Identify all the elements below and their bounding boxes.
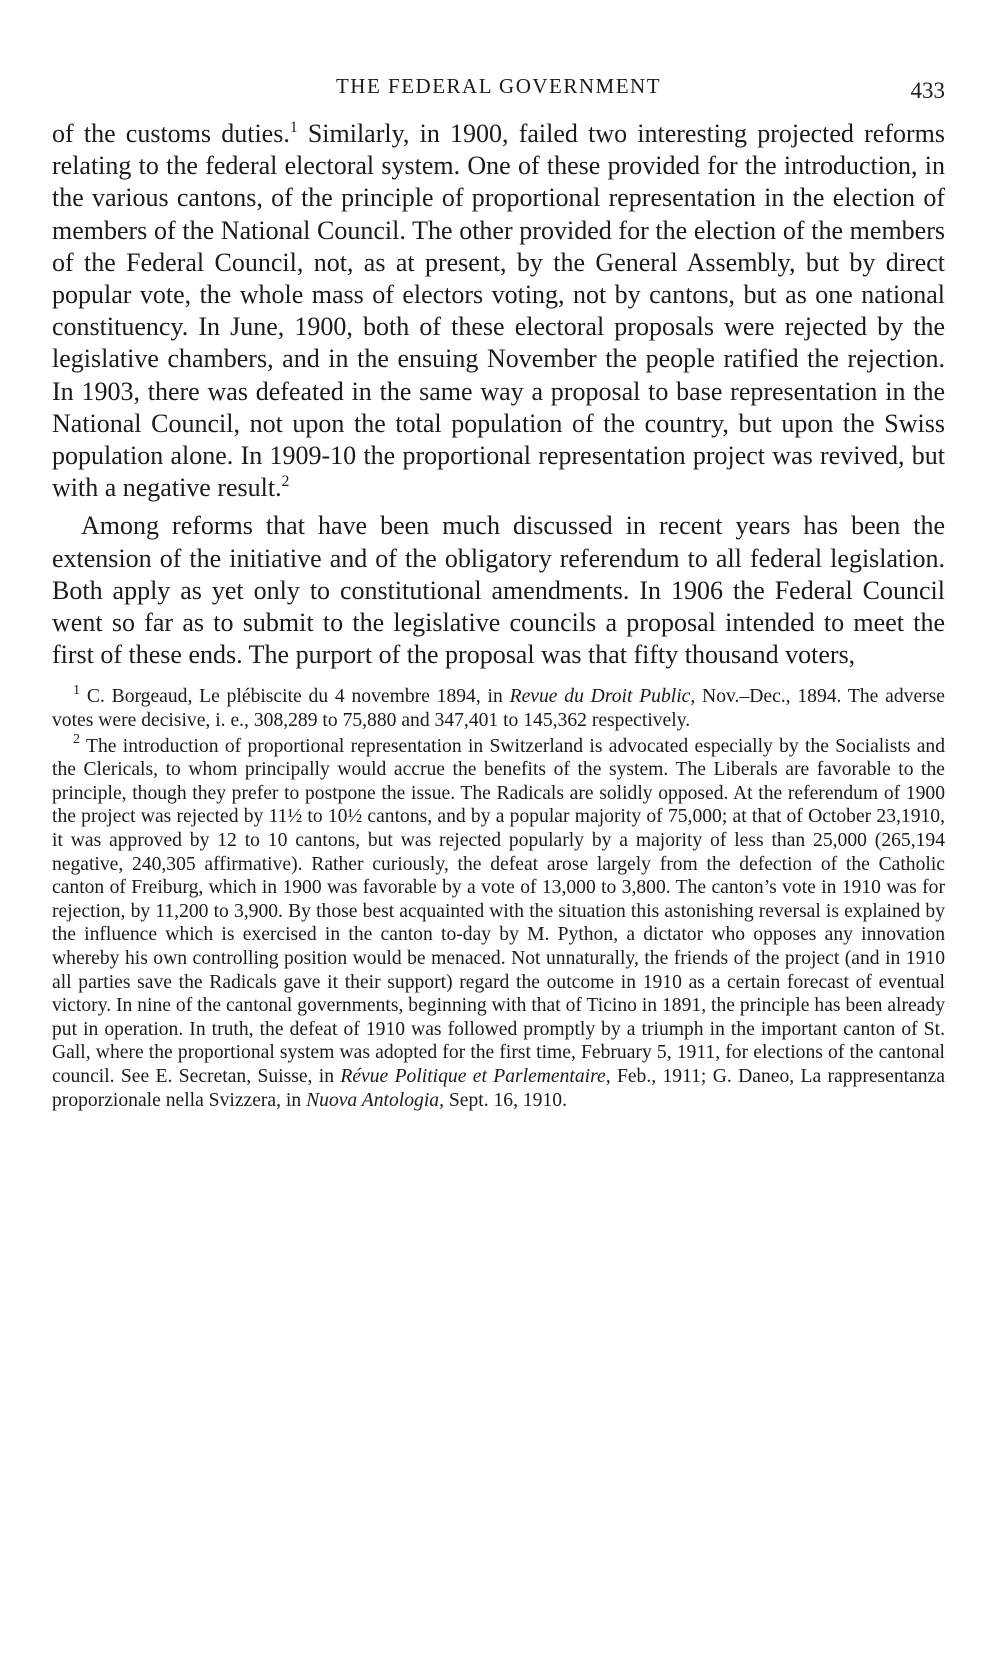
- footnote-reference: 1: [289, 118, 298, 136]
- footnote-marker: 2: [73, 731, 81, 748]
- publication-title: Révue Politique et Parlementaire,: [340, 1065, 611, 1087]
- page-number: 433: [910, 78, 945, 103]
- footnote-marker: 1: [73, 682, 81, 699]
- publication-title: Nuova Antologia,: [306, 1089, 444, 1111]
- page-header: [52, 66, 945, 110]
- footnote-text: Sept. 16, 1910.: [443, 1089, 567, 1111]
- paragraph: [52, 118, 945, 504]
- publication-title: Revue du Droit Public,: [509, 686, 696, 708]
- paragraph: Among reforms that have been much discussed in recent years has been the extension of the initiative and of the obligatory referendum to all federal legislation. Both apply as yet only to constitutional amendments. In 1906 the Federal Council went so far as to submit to the legislative councils a proposal intended to meet the first of these ends. The purport of the proposal was that fifty thousand voters,: [52, 511, 945, 670]
- footnote-text: The introduction of proportional representation in Switzerland is advocated especially by the Socialists and the Clericals, to whom principally would accrue the benefits of the system. The Liberals are favorable to the principle, though they prefer to postpone the issue. The Radicals are solidly opposed. At the referendum of 1900 the project was rejected by 11½ to 10½ cantons, and by a popular majority of 75,000; at that of October 23,1910, it was approved by 12 to 10 cantons, but was rejected popularly by a majority of less than 25,000 (265,194 negative, 240,305 affirmative). Rather curiously, the defeat arose largely from the defection of the Catholic canton of Freiburg, which in 1900 was favorable by a vote of 13,000 to 3,800. The canton’s vote in 1910 was for rejection, by 11,200 to 3,900. By those best acquainted with the situation this astonishing reversal is explained by the influence which is exercised in the canton to-day by M. Python, a dictator who opposes any innovation whereby his own controlling position would be menaced. Not unnaturally, the friends of the project (and in 1910 all parties save the Radicals gave it their support) regard the outcome in 1910 as a certain forecast of eventual victory. In nine of the cantonal governments, beginning with that of Ticino in 1891, the principle has been already put in operation. In truth, the defeat of 1910 was followed promptly by a triumph in the important canton of St. Gall, where the proportional system was adopted for the first time, February 5, 1911, for elections of the cantonal council. See E. Secretan, Suisse, in: [52, 735, 945, 1087]
- footnote-text: Feb., 1911; G. Daneo, La rappresentanza proporzionale nella Svizzera, in: [52, 1065, 945, 1111]
- footnote: [52, 731, 945, 1113]
- footnote-text: Nov.–Dec., 1894. The adverse votes were decisive, i. e., 308,289 to 75,880 and 347,401 to 145,362 respectively.: [52, 686, 945, 732]
- running-title: THE FEDERAL GOVERNMENT: [335, 74, 662, 98]
- main-text: [52, 118, 945, 671]
- footnote-reference: 2: [281, 472, 290, 490]
- paragraph-text: Similarly, in 1900, failed two interesting projected reforms relating to the federal electoral system. One of these provided for the introduction, in the various cantons, of the principle of proportional representation in the election of members of the National Council. The other provided for the election of the members of the Federal Council, not, as at present, by the General Assembly, but by direct popular vote, the whole mass of electors voting, not by cantons, but as one national constituency. In June, 1900, both of these electoral proposals were rejected by the legislative chambers, and in the ensuing November the people ratified the rejection. In 1903, there was defeated in the same way a proposal to base representation in the National Council, not upon the total population of the country, but upon the Swiss population alone. In 1909-10 the proportional representation project was revived, but with a negative result.: [52, 119, 945, 503]
- paragraph-text: of the customs duties.: [52, 119, 290, 148]
- footnote: [52, 682, 945, 732]
- footnote-text: C. Borgeaud, Le plébiscite du 4 novembre 1894, in: [80, 686, 510, 708]
- footnotes: [52, 682, 945, 1112]
- book-page: [52, 66, 945, 1112]
